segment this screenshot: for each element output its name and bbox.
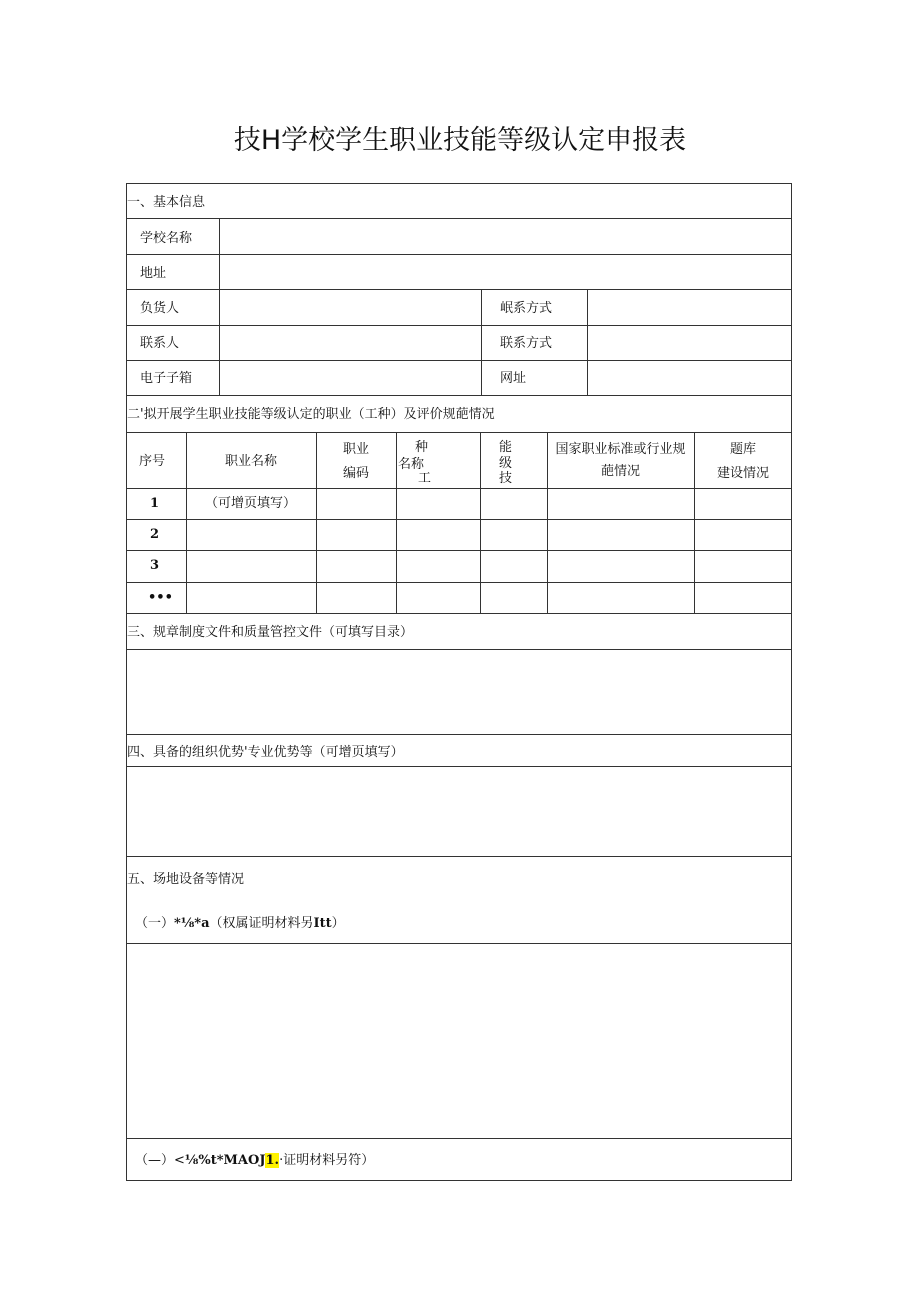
header-standard-1: 国家职业标准或行业规 xyxy=(555,442,686,457)
label-address: 地址 xyxy=(140,266,167,281)
label-email: 电子子箱 xyxy=(140,371,193,386)
row-divider xyxy=(126,582,792,583)
section-heading-advantages: 四、具备的组织优势'专业优势等（可增页填写） xyxy=(127,745,404,760)
subsection-1-close: ） xyxy=(331,916,345,931)
col-divider xyxy=(186,432,187,613)
row-divider xyxy=(126,395,792,396)
subsection-1-prefix: （一） xyxy=(135,916,175,931)
row-divider xyxy=(126,550,792,551)
subsection-1-end: Itt xyxy=(313,916,332,931)
header-job-code-1: 职业 xyxy=(343,442,370,457)
col-divider xyxy=(396,432,397,613)
row-index-1: 1 xyxy=(150,496,160,511)
header-job-name: 职业名称 xyxy=(225,454,278,469)
row-divider xyxy=(126,289,792,290)
row-divider xyxy=(126,519,792,520)
header-standard-2: 葩情况 xyxy=(600,464,640,479)
subsection-2-text: ·证明材料另符） xyxy=(279,1153,375,1168)
section-heading-occupations: 二'拟开展学生职业技能等级认定的职业（工种）及评价规葩情况 xyxy=(127,407,495,422)
col-divider xyxy=(694,432,695,613)
row-divider xyxy=(126,325,792,326)
col-divider xyxy=(481,289,482,395)
subsection-2-prefix: （—）< xyxy=(135,1153,185,1168)
row-divider xyxy=(126,734,792,735)
subsection-1-code: *⅛*a xyxy=(174,916,210,931)
section-heading-facilities: 五、场地设备等情况 xyxy=(127,872,245,887)
header-bank-1: 题库 xyxy=(729,442,756,457)
header-job-code-2: 编码 xyxy=(343,466,370,481)
row-divider xyxy=(126,649,792,650)
col-divider xyxy=(316,432,317,613)
subsection-1-text: （权属证明材料另 xyxy=(209,916,314,931)
label-contact-person: 联系人 xyxy=(140,336,180,351)
row-divider xyxy=(126,766,792,767)
row-index-2: 2 xyxy=(150,527,160,542)
col-divider xyxy=(587,289,588,395)
col-divider xyxy=(480,432,481,613)
form-title: 技H学校学生职业技能等级认定申报表 xyxy=(233,125,687,156)
header-type-3: 工 xyxy=(418,471,432,486)
row-divider xyxy=(126,360,792,361)
header-index: 序号 xyxy=(139,454,166,469)
row-divider xyxy=(126,1138,792,1139)
subsection-1 xyxy=(135,916,345,932)
row-divider xyxy=(126,943,792,944)
row-index-more: ••• xyxy=(148,590,173,605)
row-job-name-1: （可增页填写） xyxy=(205,496,297,511)
col-divider xyxy=(547,432,548,613)
row-index-3: 3 xyxy=(150,558,160,573)
header-skill-3: 技 xyxy=(499,471,513,486)
subsection-2 xyxy=(135,1153,374,1169)
application-form-table xyxy=(126,183,792,1181)
subsection-2-highlight: 1. xyxy=(265,1153,280,1168)
label-school-name: 学校名称 xyxy=(140,231,193,246)
row-divider xyxy=(126,218,792,219)
row-divider xyxy=(126,432,792,433)
col-divider xyxy=(219,218,220,395)
label-contact-method: 联系方式 xyxy=(500,336,553,351)
section-heading-basic-info: 一、基本信息 xyxy=(127,195,206,210)
label-principal: 负货人 xyxy=(140,301,180,316)
row-divider xyxy=(126,856,792,857)
row-divider xyxy=(126,488,792,489)
header-skill-2: 级 xyxy=(499,456,513,471)
label-website: 网址 xyxy=(500,371,527,386)
header-type-1: 种 xyxy=(415,440,429,455)
section-heading-regulations: 三、规章制度文件和质量管控文件（可填写目录） xyxy=(127,625,414,640)
row-divider xyxy=(126,613,792,614)
header-skill-1: 能 xyxy=(499,440,513,455)
row-divider xyxy=(126,254,792,255)
header-bank-2: 建设情况 xyxy=(716,466,769,481)
subsection-2-code: ⅛%t*MAOJ xyxy=(184,1153,266,1168)
label-principal-contact: 岷系方式 xyxy=(500,301,553,316)
header-type-2: 名称 xyxy=(398,457,425,472)
